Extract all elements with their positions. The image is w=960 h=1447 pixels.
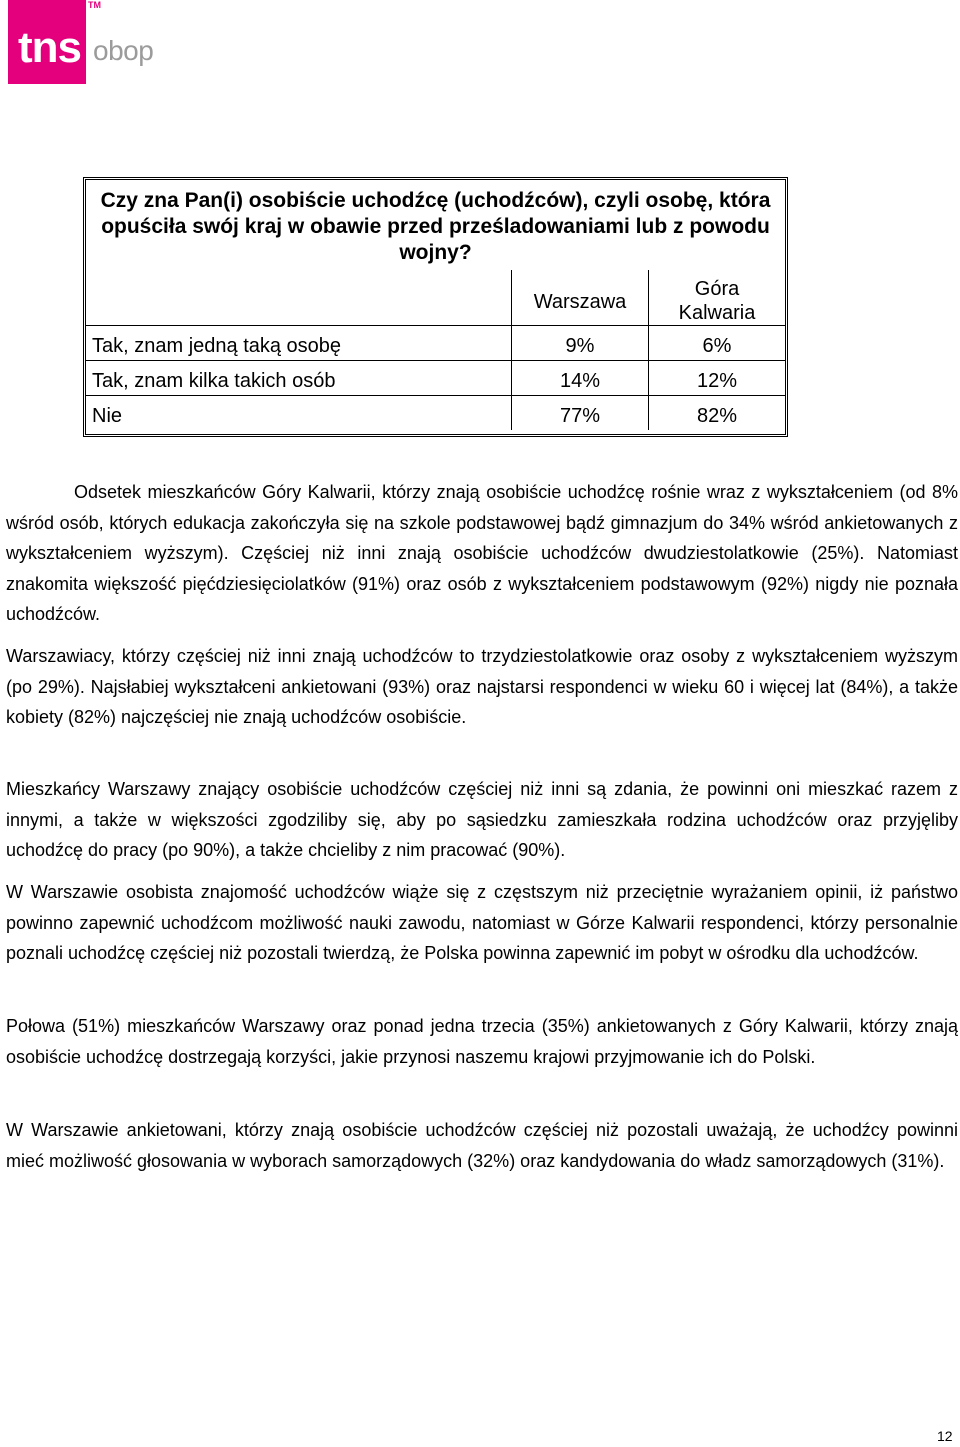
paragraph-text: W Warszawie osobista znajomość uchodźców wiąże się z częstszym niż przeciętnie wyrażaniem opinii, iż państwo powinno zapewnić uchodźcom możliwość nauki zawodu, natomiast w Górze Kalwarii respondenci, którzy personalnie poznali uchodźcę częściej niż pozostali twierdzą, że Polska powinna zapewnić im pobyt w ośrodku dla uchodźców. — [6, 882, 958, 963]
row-value-warszawa: 9% — [565, 335, 595, 357]
paragraph — [6, 877, 958, 969]
row-value-gora-kalwaria: 82% — [696, 405, 738, 427]
column-header-warszawa: Warszawa — [533, 291, 627, 313]
tns-obop-logo — [8, 0, 158, 84]
row-label: Tak, znam kilka takich osób — [92, 370, 336, 392]
column-header-gora-kalwaria-text: Góra Kalwaria — [678, 278, 756, 324]
results-table — [83, 177, 788, 437]
paragraph-text: Mieszkańcy Warszawy znający osobiście uchodźców częściej niż inni są zdania, że powinni oni mieszkać razem z innymi, a także w większości zgodziliby się, aby po sąsiedzku zamieszkała rodzina uchodźców oraz przyjęliby uchodźcę do pracy (po 90%), a także chcieliby z nim pracować (90%). — [6, 779, 958, 860]
paragraph-text: W Warszawie ankietowani, którzy znają osobiście uchodźców częściej niż pozostali uważają, że uchodźcy powinni mieć możliwość głosowania w wyborach samorządowych (32%) oraz kandydowania do władz samorządowych (31%). — [6, 1120, 958, 1171]
paragraph-text: Odsetek mieszkańców Góry Kalwarii, którzy znają osobiście uchodźcę rośnie wraz z wykształceniem (od 8% wśród osób, których edukacja zakończyła się na szkole podstawowej bądź gimnazjum do 34% wśród ankietowanych z wykształceniem wyższym). Częściej niż inni znają osobiście uchodźców dwudziestolatkowie (25%). Natomiast znakomita większość pięćdziesięciolatków (91%) oraz osób z wykształceniem podstawowym (92%) nigdy nie poznała uchodźców. — [6, 482, 958, 624]
paragraph — [6, 641, 958, 733]
paragraph — [6, 1115, 958, 1176]
paragraph-text: Połowa (51%) mieszkańców Warszawy oraz ponad jedna trzecia (35%) ankietowanych z Góry Kalwarii, którzy znają osobiście uchodźcę dostrzegają korzyści, jakie przynosi naszemu krajowi przyjmowanie ich do Polski. — [6, 1016, 958, 1067]
logo-obop-text: obop — [93, 35, 154, 66]
column-header-gora-kalwaria — [649, 277, 785, 325]
table-row-divider — [86, 325, 785, 326]
table-row-divider — [86, 360, 785, 361]
row-value-warszawa: 77% — [559, 405, 601, 427]
logo-tns-text: tns — [18, 23, 81, 72]
row-label: Tak, znam jedną taką osobę — [92, 335, 342, 357]
survey-question: Czy zna Pan(i) osobiście uchodźcę (uchodźców), czyli osobę, która opuściła swój kraj w obawie przed prześladowaniami lub z powodu wojny? — [100, 189, 771, 264]
logo-trademark: TM — [88, 0, 101, 10]
row-value-gora-kalwaria: 6% — [702, 335, 732, 357]
paragraph — [6, 1011, 958, 1072]
row-value-gora-kalwaria: 12% — [696, 370, 738, 392]
page-number: 12 — [937, 1428, 953, 1444]
paragraph-text: Warszawiacy, którzy częściej niż inni znają uchodźców to trzydziestolatkowie oraz osoby z wykształceniem wyższym (po 29%). Najsłabiej wykształceni ankietowani (93%) oraz najstarsi respondenci w wieku 60 i więcej lat (84%), a także kobiety (82%) najczęściej nie znają uchodźców osobiście. — [6, 646, 958, 727]
paragraph — [6, 477, 958, 630]
table-row-divider — [86, 395, 785, 396]
row-label: Nie — [92, 405, 123, 427]
row-value-warszawa: 14% — [559, 370, 601, 392]
paragraph — [6, 774, 958, 866]
